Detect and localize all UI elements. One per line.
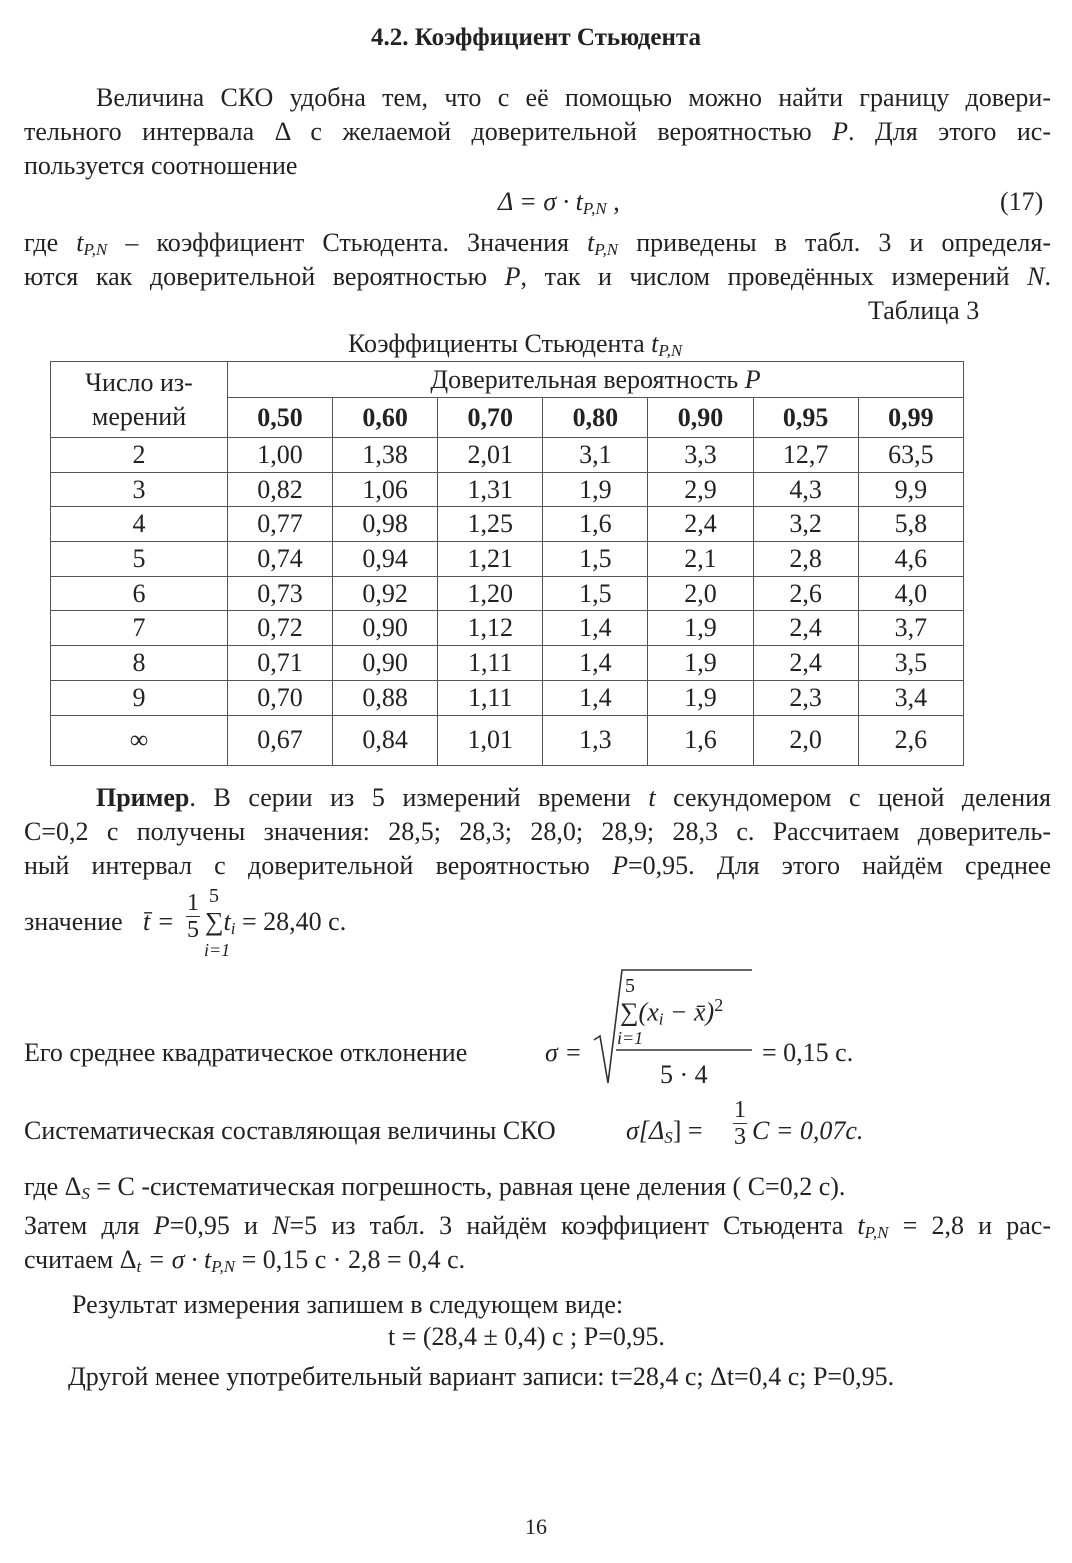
coefficient-cell: 0,90 (333, 646, 438, 681)
sigma-denominator: 5 · 4 (660, 1060, 708, 1089)
table-row (51, 646, 964, 681)
coefficient-cell: 2,4 (648, 507, 753, 542)
sigma-sum-top: 5 (625, 975, 635, 997)
para1-line2: тельного интервала Δ с желаемой доверительной вероятностью P. Для этого ис- (24, 117, 1051, 146)
table-row (51, 472, 964, 507)
section-heading: 4.2. Коэффициент Стьюдента (370, 24, 702, 51)
measurement-count-cell: 6 (51, 576, 228, 611)
coefficient-cell: 2,8 (753, 542, 858, 577)
coefficient-cell: 63,5 (858, 438, 963, 473)
coefficient-cell: 4,6 (858, 542, 963, 577)
coefficient-cell: 1,3 (543, 715, 648, 765)
sys-fraction: 1 3 (734, 1097, 746, 1150)
coefficient-cell: 4,0 (858, 576, 963, 611)
coefficient-cell: 1,9 (648, 680, 753, 715)
sigma-rhs: = 0,15 с. (762, 1038, 854, 1067)
mean-sum-bottom: i=1 (204, 940, 231, 960)
coefficient-cell: 1,6 (648, 715, 753, 765)
coefficient-cell: 0,72 (228, 611, 333, 646)
mean-sum-top: 5 (209, 885, 219, 907)
table-row (51, 715, 964, 765)
coefficient-cell: 0,73 (228, 576, 333, 611)
coefficient-cell: 2,4 (753, 611, 858, 646)
formula-17-number: (17) (1000, 187, 1044, 216)
coefficient-cell: 1,9 (648, 646, 753, 681)
coefficient-cell: 1,25 (438, 507, 543, 542)
table-row (51, 507, 964, 542)
coefficient-cell: 5,8 (858, 507, 963, 542)
column-header: 0,60 (333, 398, 438, 438)
mean-sum: $\sum t_i = 28,40$ с. (205, 907, 347, 938)
column-header: 0,70 (438, 398, 543, 438)
table-row (51, 542, 964, 577)
table-row (51, 680, 964, 715)
coefficient-cell: 1,4 (543, 646, 648, 681)
alt-notation: Другой менее употребительный вариант записи: t=28,4 с; Δt=0,4 с; P=0,95. (68, 1362, 895, 1391)
sigma-numerator: $\sum(x_i$ − x̄)$^2$ (620, 995, 724, 1029)
coefficient-cell: 0,70 (228, 680, 333, 715)
measurement-count-cell: 5 (51, 542, 228, 577)
column-header: 0,95 (753, 398, 858, 438)
measurement-count-cell: 9 (51, 680, 228, 715)
measurement-count-cell: 3 (51, 472, 228, 507)
coefficient-cell: 2,6 (858, 715, 963, 765)
measurement-count-cell: 7 (51, 611, 228, 646)
coefficient-cell: 1,38 (333, 438, 438, 473)
example-line2: С=0,2 с получены значения: 28,5; 28,3; 28,0; 28,9; 28,3 с. Рассчитаем доверитель- (24, 817, 1051, 846)
sigma-lhs: σ = (545, 1038, 582, 1067)
measurement-count-cell: ∞ (51, 715, 228, 765)
coefficient-cell: 0,88 (333, 680, 438, 715)
coefficient-cell: 1,21 (438, 542, 543, 577)
para2-line1: где $t_{P,N}$ – коэффициент Стьюдента. Значения $t_{P,N}$ приведены в табл. 3 и определя- (24, 228, 1051, 259)
coefficient-cell: 0,77 (228, 507, 333, 542)
sigma-label: Его среднее квадратическое отклонение (24, 1038, 468, 1067)
mean-fraction: 1 5 (187, 890, 199, 943)
coefficient-cell: 2,0 (753, 715, 858, 765)
coefficient-cell: 0,84 (333, 715, 438, 765)
coefficient-cell: 1,11 (438, 680, 543, 715)
coefficient-cell: 4,3 (753, 472, 858, 507)
mean-label: значение (24, 907, 123, 936)
where-line: где $\Delta_S = C$ -систематическая погрешность, равная цене деления ( С=0,2 с). (24, 1172, 846, 1203)
coefficient-cell: 1,4 (543, 680, 648, 715)
coefficient-cell: 0,67 (228, 715, 333, 765)
coefficient-cell: 3,1 (543, 438, 648, 473)
coefficient-cell: 3,2 (753, 507, 858, 542)
coefficient-cell: 2,9 (648, 472, 753, 507)
coefficient-cell: 1,11 (438, 646, 543, 681)
row-header: Число из- мерений (51, 362, 228, 438)
column-header: 0,80 (543, 398, 648, 438)
coefficient-cell: 12,7 (753, 438, 858, 473)
coefficient-cell: 1,4 (543, 611, 648, 646)
coefficient-cell: 1,5 (543, 576, 648, 611)
para1-line3: пользуется соотношение (24, 151, 298, 180)
coefficient-cell: 3,4 (858, 680, 963, 715)
coefficient-cell: 2,01 (438, 438, 543, 473)
coefficient-cell: 1,06 (333, 472, 438, 507)
coefficient-cell: 3,3 (648, 438, 753, 473)
coefficient-cell: 1,01 (438, 715, 543, 765)
coefficient-cell: 0,90 (333, 611, 438, 646)
coefficient-cell: 1,6 (543, 507, 648, 542)
result-label: Результат измерения запишем в следующем виде: (72, 1290, 624, 1319)
measurement-count-cell: 4 (51, 507, 228, 542)
coefficient-cell: 0,71 (228, 646, 333, 681)
coefficient-cell: 2,0 (648, 576, 753, 611)
para1-line1: Величина СКО удобна тем, что с её помощью можно найти границу довери- (96, 83, 1051, 112)
coefficient-cell: 2,3 (753, 680, 858, 715)
coefficient-cell: 3,7 (858, 611, 963, 646)
student-table (50, 361, 964, 766)
coefficient-cell: 0,82 (228, 472, 333, 507)
column-header: 0,90 (648, 398, 753, 438)
example-line3: ный интервал с доверительной вероятностью P=0,95. Для этого найдём среднее (24, 851, 1051, 880)
coefficient-cell: 1,20 (438, 576, 543, 611)
column-header: 0,99 (858, 398, 963, 438)
mean-lhs: t̄ = (143, 907, 175, 936)
coefficient-cell: 0,92 (333, 576, 438, 611)
sys-lhs: $\sigma[\Delta_S]$ = (626, 1116, 703, 1147)
calc-line: считаем $\Delta_t = \sigma \cdot t_{P,N} = 0,15$ с · 2,8 = 0,4 с. (24, 1245, 466, 1276)
example-line1: Пример. В серии из 5 измерений времени t секундомером с ценой деления (96, 783, 1052, 812)
column-header: 0,50 (228, 398, 333, 438)
coefficient-cell: 2,4 (753, 646, 858, 681)
coefficient-cell: 0,98 (333, 507, 438, 542)
coefficient-cell: 1,12 (438, 611, 543, 646)
coefficient-cell: 2,1 (648, 542, 753, 577)
sys-label: Систематическая составляющая величины СКО (24, 1116, 556, 1145)
coefficient-cell: 9,9 (858, 472, 963, 507)
table-row (51, 576, 964, 611)
coefficient-cell: 1,31 (438, 472, 543, 507)
then-line: Затем для P=0,95 и N=5 из табл. 3 найдём коэффициент Стьюдента $t_{P,N} = 2,8$ и рас- (24, 1211, 1051, 1242)
formula-17: $\Delta = \sigma \cdot t_{P,N}$ , (498, 187, 620, 218)
measurement-count-cell: 8 (51, 646, 228, 681)
sys-rhs: C = 0,07с. (752, 1116, 864, 1145)
coefficient-cell: 0,94 (333, 542, 438, 577)
table-row (51, 438, 964, 473)
result-equation: t = (28,4 ± 0,4) c ; P=0,95. (388, 1322, 665, 1351)
para2-line2: ются как доверительной вероятностью P, так и числом проведённых измерений N. (24, 262, 1051, 291)
table-row (51, 611, 964, 646)
coefficient-cell: 2,6 (753, 576, 858, 611)
coefficient-cell: 0,74 (228, 542, 333, 577)
table-label: Таблица 3 (868, 296, 980, 325)
coefficient-cell: 1,9 (648, 611, 753, 646)
measurement-count-cell: 2 (51, 438, 228, 473)
sigma-sum-bottom: i=1 (617, 1028, 644, 1048)
coefficient-cell: 1,00 (228, 438, 333, 473)
coefficient-cell: 1,9 (543, 472, 648, 507)
coefficient-cell: 3,5 (858, 646, 963, 681)
table-caption: Коэффициенты Стьюдента $t_{P,N}$ (348, 329, 683, 360)
group-header: Доверительная вероятность P (228, 362, 964, 398)
coefficient-cell: 1,5 (543, 542, 648, 577)
page-number: 16 (525, 1514, 547, 1539)
